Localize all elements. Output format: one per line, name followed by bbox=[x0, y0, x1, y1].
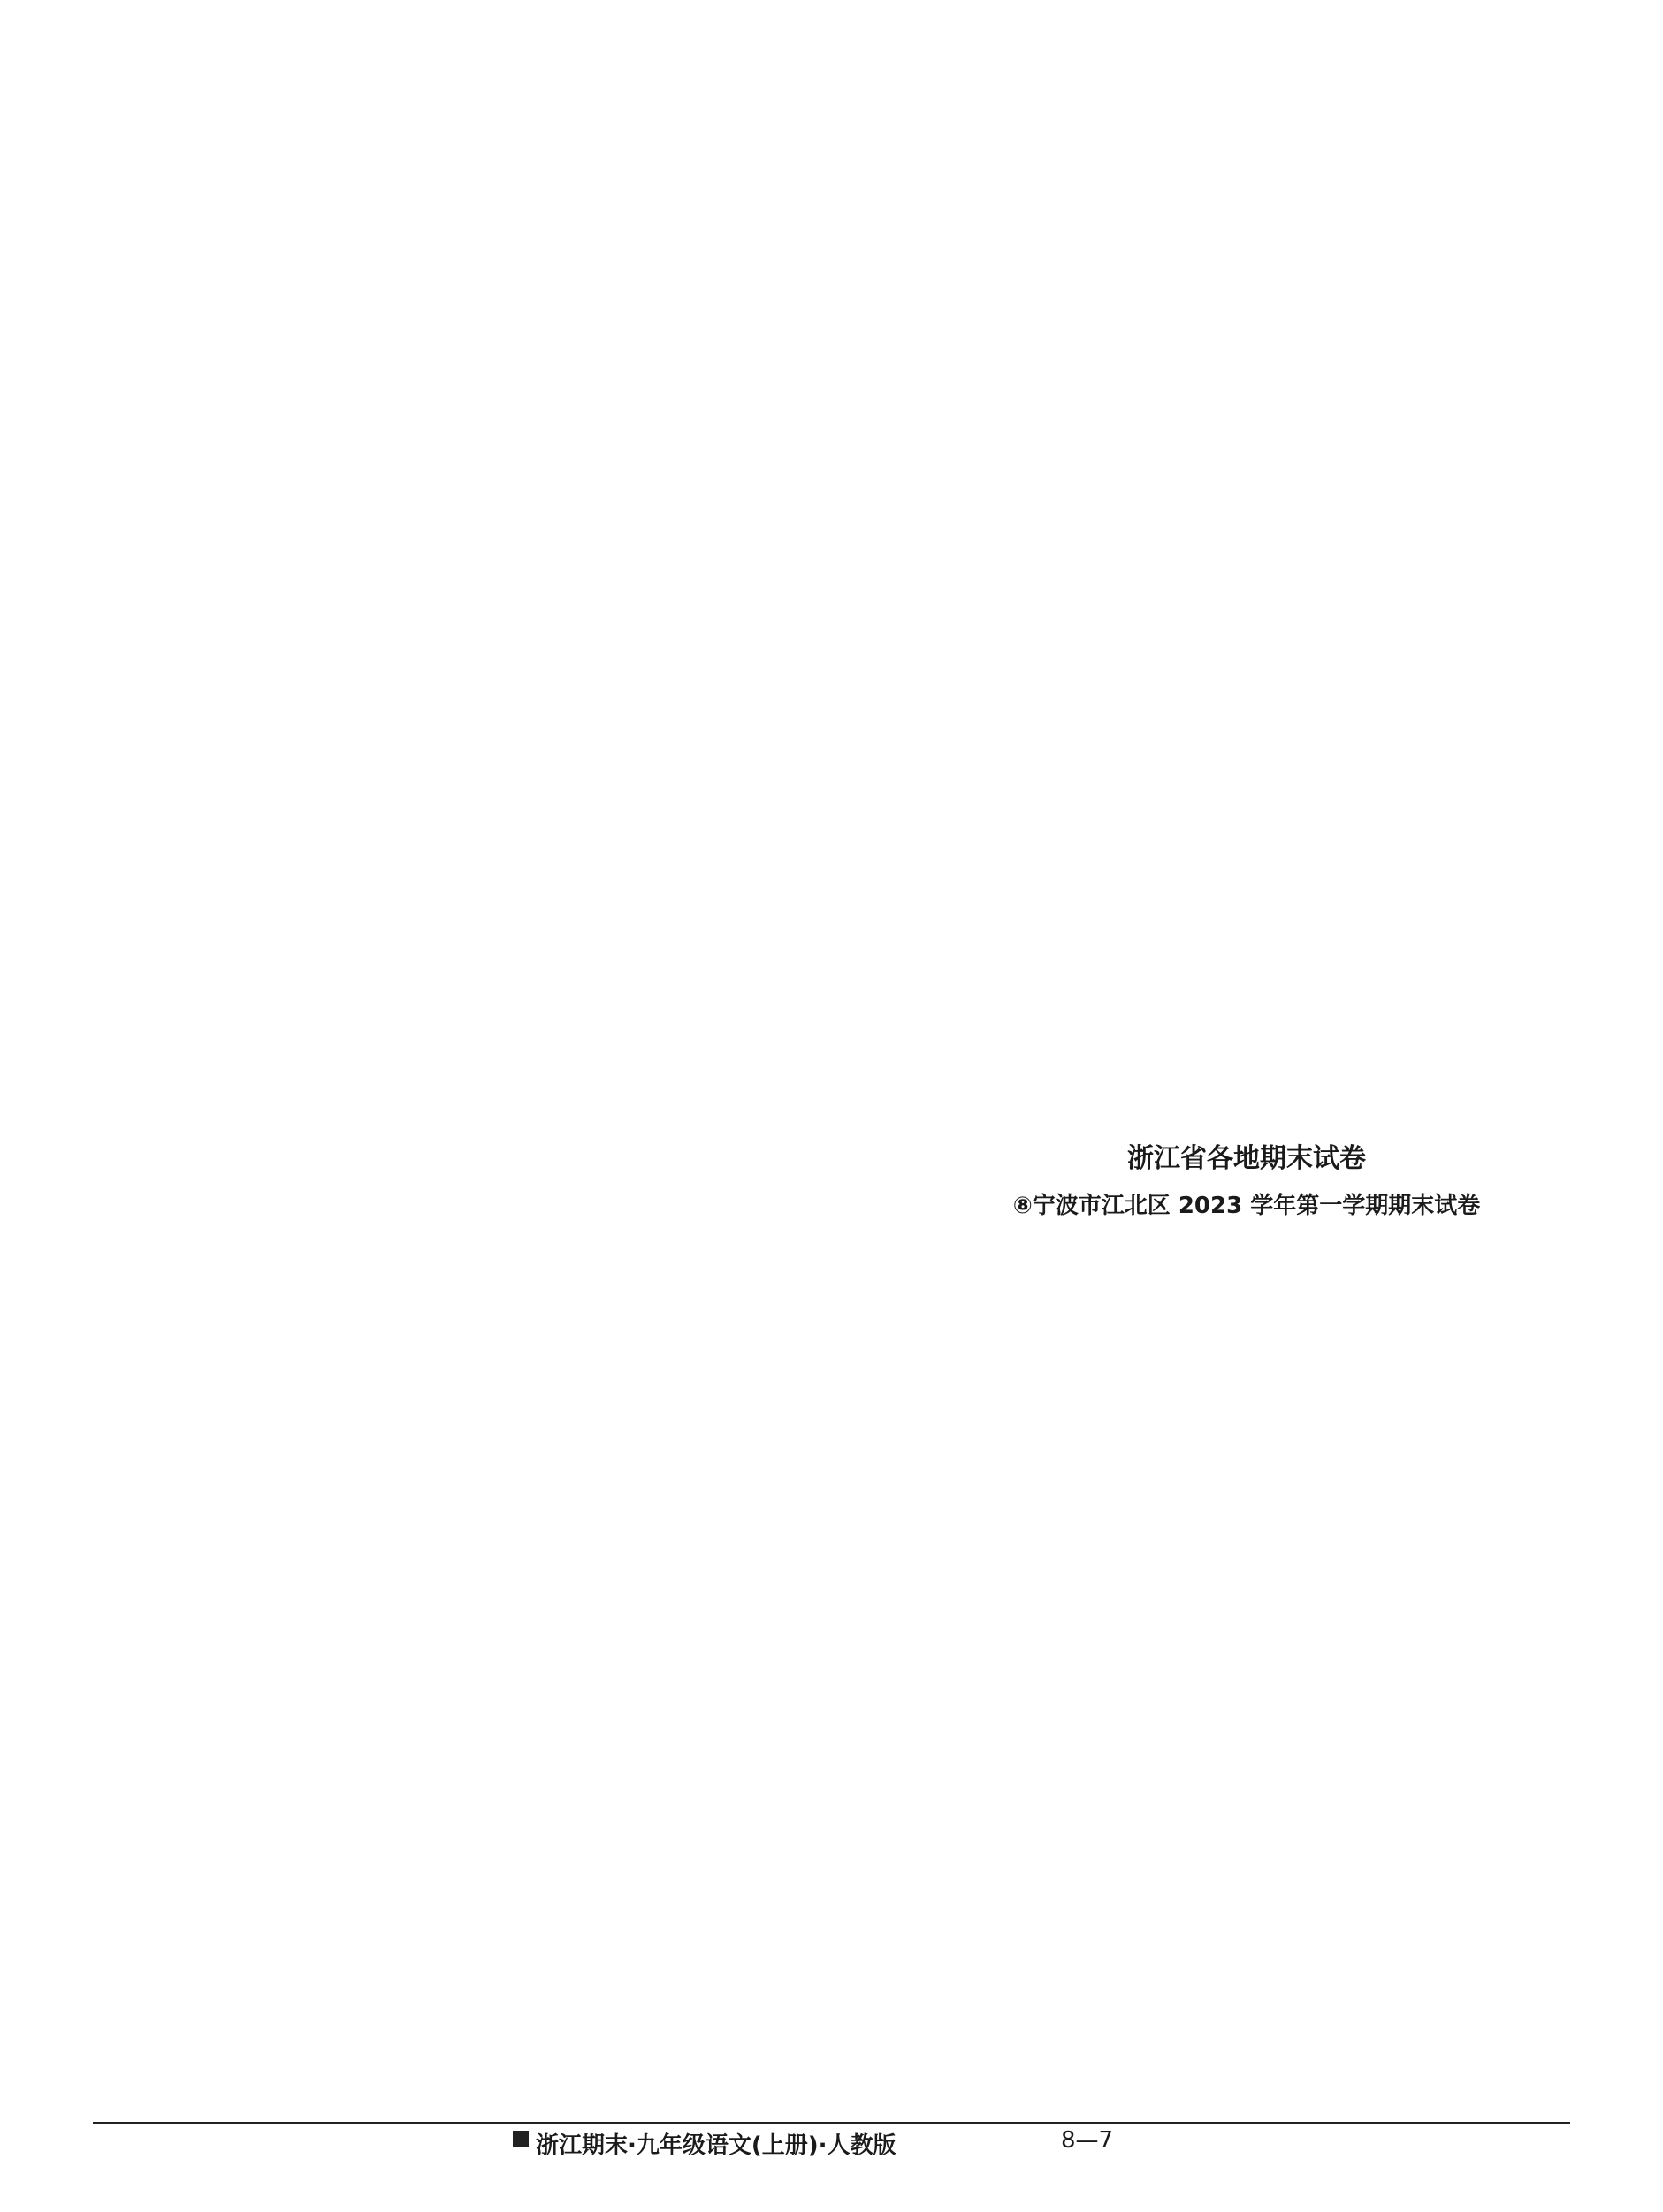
page-number: 8—7 bbox=[1061, 2127, 1114, 2154]
right-column bbox=[862, 84, 1631, 1232]
exam-subheading: ⑧宁波市江北区 2023 学年第一学期期末试卷 bbox=[1012, 1193, 1481, 1219]
footer-title: 浙江期末·九年级语文(上册)·人教版 bbox=[536, 2132, 896, 2159]
page-footer bbox=[0, 2122, 1663, 2157]
section-heading: 浙江省各地期末试卷 bbox=[1127, 1143, 1366, 1174]
square-icon bbox=[513, 2131, 529, 2147]
footer-rule bbox=[93, 2122, 1570, 2124]
